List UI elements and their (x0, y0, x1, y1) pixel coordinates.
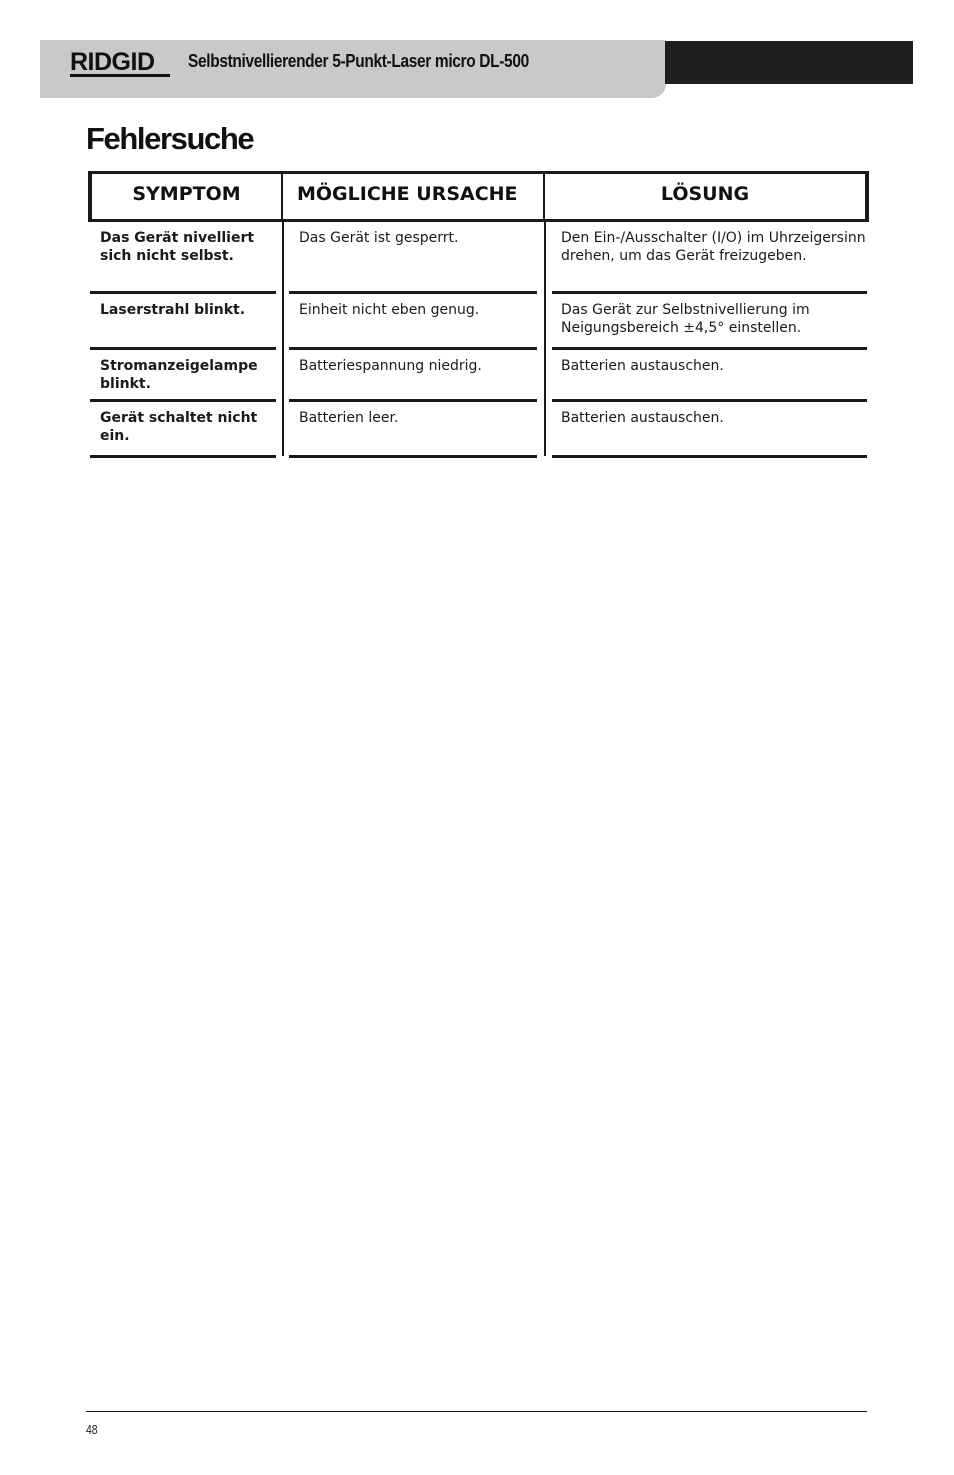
table-cell-cause: Das Gerät ist gesperrt. (289, 222, 537, 294)
table-cell-symptom: Gerät schaltet nicht ein. (90, 402, 276, 458)
column-header-cause: MÖGLICHE URSACHE (283, 171, 545, 222)
table-cell-cause: Einheit nicht eben genug. (289, 294, 537, 350)
column-divider (544, 222, 546, 456)
table-cell-solution: Den Ein-/Ausschalter (I/O) im Uhrzeigersinn drehen, um das Gerät freizugeben. (552, 222, 867, 294)
table-cell-solution: Das Gerät zur Selbstnivellierung im Neigungsbereich ±4,5° einstellen. (552, 294, 867, 350)
page-title: Fehlersuche (86, 121, 254, 156)
footer-rule (86, 1411, 867, 1412)
column-header-solution: LÖSUNG (545, 171, 869, 222)
table-cell-solution: Batterien austauschen. (552, 350, 867, 402)
column-divider (282, 222, 284, 456)
table-cell-symptom: Das Gerät nivelliert sich nicht selbst. (90, 222, 276, 294)
ridgid-logo (70, 47, 170, 79)
table-cell-cause: Batteriespannung niedrig. (289, 350, 537, 402)
table-cell-symptom: Laserstrahl blinkt. (90, 294, 276, 350)
brand-text: RIDGID (70, 48, 155, 76)
column-header-symptom: SYMPTOM (88, 171, 283, 222)
table-cell-symptom: Stromanzeigelampe blinkt. (90, 350, 276, 402)
troubleshooting-table (88, 171, 869, 461)
document-title: Selbstnivellierender 5-Punkt-Laser micro DL-500 (188, 51, 529, 71)
table-cell-cause: Batterien leer. (289, 402, 537, 458)
table-cell-solution: Batterien austauschen. (552, 402, 867, 458)
header-dark-block (665, 41, 913, 84)
page-number: 48 (86, 1422, 98, 1437)
